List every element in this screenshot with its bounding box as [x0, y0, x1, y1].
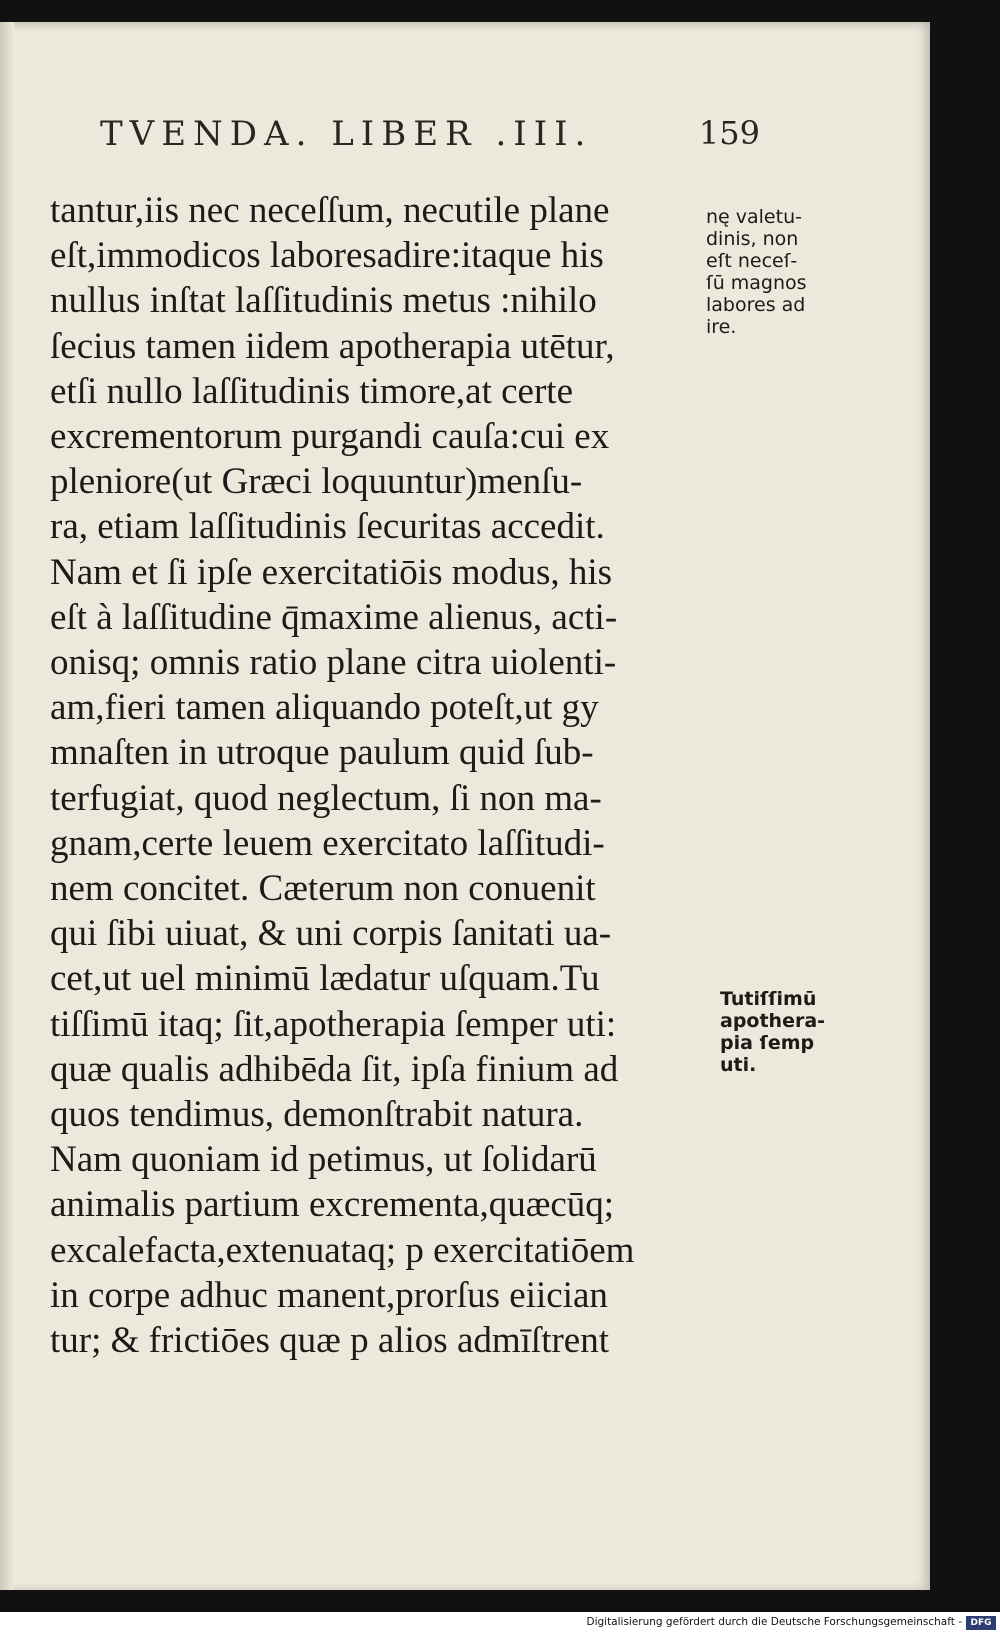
digitization-footer: [0, 1612, 1000, 1635]
marginal-line: dinis, non: [706, 228, 799, 250]
page-number: 159: [698, 114, 760, 152]
text-line: Nam quoniam id petimus, ut ſolidarū: [50, 1139, 597, 1181]
text-line: terfugiat, quod neglectum, ſi non ma-: [50, 777, 602, 819]
page-header: [100, 114, 760, 164]
marginal-line: eſt neceſ-: [706, 250, 798, 272]
text-line: Nam et ſi ipſe exercitatiōis modus, his: [50, 551, 613, 593]
page-gutter-shadow: [0, 22, 14, 1590]
marginal-line: ſū magnos: [706, 272, 807, 294]
text-line: quæ qualis adhibēda ſit, ipſa finium ad: [50, 1048, 619, 1090]
marginal-line: uti.: [720, 1054, 757, 1076]
running-title: TVENDA. LIBER .III.: [100, 114, 593, 154]
text-line: nullus inſtat laſſitudinis metus :nihilo: [50, 280, 597, 322]
text-line: eſt,immodicos laboresadire:itaque his: [50, 235, 604, 277]
text-line: mnaſten in utroque paulum quid ſub-: [50, 732, 594, 774]
marginal-line: nę valetu-: [706, 206, 802, 228]
text-line: cet,ut uel minimū lædatur uſquam.Tu: [50, 958, 600, 1000]
marginal-line: labores ad: [706, 294, 806, 316]
main-text-block: [50, 188, 700, 1363]
text-line: eſt à laſſitudine q̄maxime alienus, acti-: [50, 596, 618, 638]
book-page: [0, 22, 930, 1590]
text-line: pleniore(ut Græci loquuntur)menſu-: [50, 461, 583, 503]
text-line: qui ſibi uiuat, & uni corpis ſanitati ua-: [50, 913, 612, 955]
text-line: etſi nullo laſſitudinis timore,at certe: [50, 370, 574, 412]
text-line: excrementorum purgandi cauſa:cui ex: [50, 416, 610, 458]
text-line: in corpe adhuc manent,prorſus eiician: [50, 1274, 608, 1316]
text-line: ra, etiam laſſitudinis ſecuritas accedit.: [50, 506, 605, 548]
text-line: animalis partium excrementa,quæcūq;: [50, 1184, 615, 1226]
funding-notice: Digitalisierung gefördert durch die Deutsche Forschungsgemeinschaft -: [586, 1616, 962, 1628]
text-line: excalefacta,extenuataq; p exercitatiōem: [50, 1229, 635, 1271]
text-line: quos tendimus, demonſtrabit natura.: [50, 1094, 584, 1136]
text-line: am,fieri tamen aliquando poteſt,ut gy: [50, 687, 599, 729]
marginal-line: apothera-: [720, 1010, 826, 1032]
text-line: onisq; omnis ratio plane citra uiolenti-: [50, 642, 617, 684]
text-line: gnam,certe leuem exercitato laſſitudi-: [50, 822, 605, 864]
marginal-line: Tutiſſimū: [720, 988, 817, 1010]
dfg-logo: DFG: [966, 1616, 996, 1630]
text-line: tiſſimū itaq; ſit,apotherapia ſemper uti:: [50, 1003, 617, 1045]
text-line: tur; & frictiōes quæ p alios admīſtrent: [50, 1320, 610, 1362]
marginal-line: pia ſemp: [720, 1032, 815, 1054]
text-line: ſecius tamen iidem apotherapia utētur,: [50, 325, 615, 367]
marginal-note-2: [720, 988, 825, 1076]
marginal-line: ire.: [706, 316, 737, 338]
marginal-note-1: [706, 206, 807, 338]
text-line: nem concitet. Cæterum non conuenit: [50, 868, 596, 910]
text-line: tantur,iis nec neceſſum, necutile plane: [50, 190, 610, 231]
